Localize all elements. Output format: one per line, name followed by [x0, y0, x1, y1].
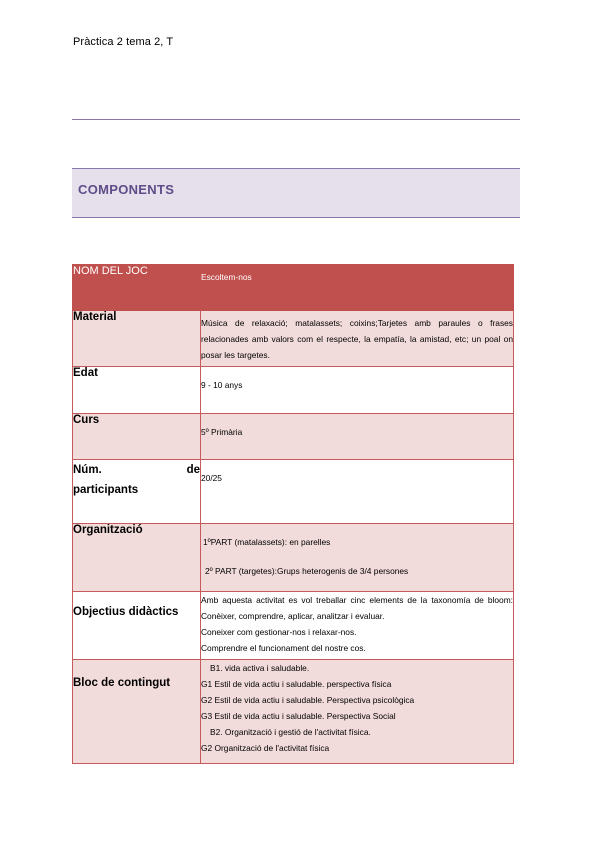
table-row-participants — [73, 460, 514, 524]
bloc-line-g1: G1 Estil de vida actiu i saludable. perspectiva física — [201, 679, 392, 689]
edat-label: Edat — [73, 367, 201, 414]
material-value: Música de relaxació; matalassets; coixins;Tarjetes amb paraules o frases relacionades amb valors com el respecte, la empatía, la amistad, etc; un poal on posar les targetes. — [201, 311, 514, 367]
bloc-line-g2: G2 Estil de vida actiu i saludable. Perspectiva psicològica — [201, 695, 415, 705]
material-label: Material — [73, 311, 201, 367]
participants-label — [73, 460, 201, 524]
edat-value: 9 - 10 anys — [201, 367, 514, 414]
bloc-line-g2-org: G2 Organització de l'activitat física — [201, 743, 330, 753]
table-row-edat — [73, 367, 514, 414]
curs-value: 5º Primària — [201, 414, 514, 460]
organitzacio-line1: 1ºPART (matalassets): en parelles — [203, 537, 331, 547]
bloc-value — [201, 660, 514, 764]
table-row-curs — [73, 414, 514, 460]
objectius-value — [201, 592, 514, 660]
game-components-table — [72, 264, 514, 764]
participants-label-line1 — [73, 460, 200, 480]
table-row-organitzacio — [73, 524, 514, 592]
table-row-objectius — [73, 592, 514, 660]
bloc-line-b1: B1. vida activa i saludable. — [210, 663, 310, 673]
table-row-material — [73, 311, 514, 367]
participants-label-de: de — [186, 464, 200, 476]
objectius-label: Objectius didàctics — [73, 592, 201, 660]
document-header: Pràctica 2 tema 2, T — [73, 36, 174, 48]
table-row-game-name — [73, 265, 514, 311]
game-name-value — [201, 265, 514, 311]
bloc-line-g3: G3 Estil de vida actiu i saludable. Perspectiva Social — [201, 711, 396, 721]
game-name-text: Escoltem-nos — [201, 272, 252, 282]
section-banner — [72, 168, 520, 218]
divider-line — [72, 119, 520, 120]
table-row-bloc — [73, 660, 514, 764]
organitzacio-value — [201, 524, 514, 592]
curs-label: Curs — [73, 414, 201, 460]
objectius-line2: Coneixer com gestionar-nos i relaxar-nos. — [201, 627, 357, 637]
objectius-line1: Amb aquesta activitat es vol treballar cinc elements de la taxonomía de bloom: Conèixer, comprendre, aplicar, analitzar i evaluar. — [201, 595, 513, 621]
objectius-line3: Comprendre el funcionament del nostre cos. — [201, 643, 366, 653]
participants-label-line2: participants — [73, 484, 139, 496]
section-title: COMPONENTS — [78, 182, 175, 197]
bloc-line-b2: B2. Organització i gestió de l'activitat física. — [210, 727, 371, 737]
organitzacio-line2: 2º PART (targetes):Grups heterogenis de 3/4 persones — [205, 566, 409, 576]
participants-label-num: Núm. — [73, 464, 102, 476]
bloc-label: Bloc de contingut — [73, 660, 201, 764]
game-name-label: NOM DEL JOC — [73, 265, 201, 311]
participants-value: 20/25 — [201, 460, 514, 524]
organitzacio-label: Organització — [73, 524, 201, 592]
